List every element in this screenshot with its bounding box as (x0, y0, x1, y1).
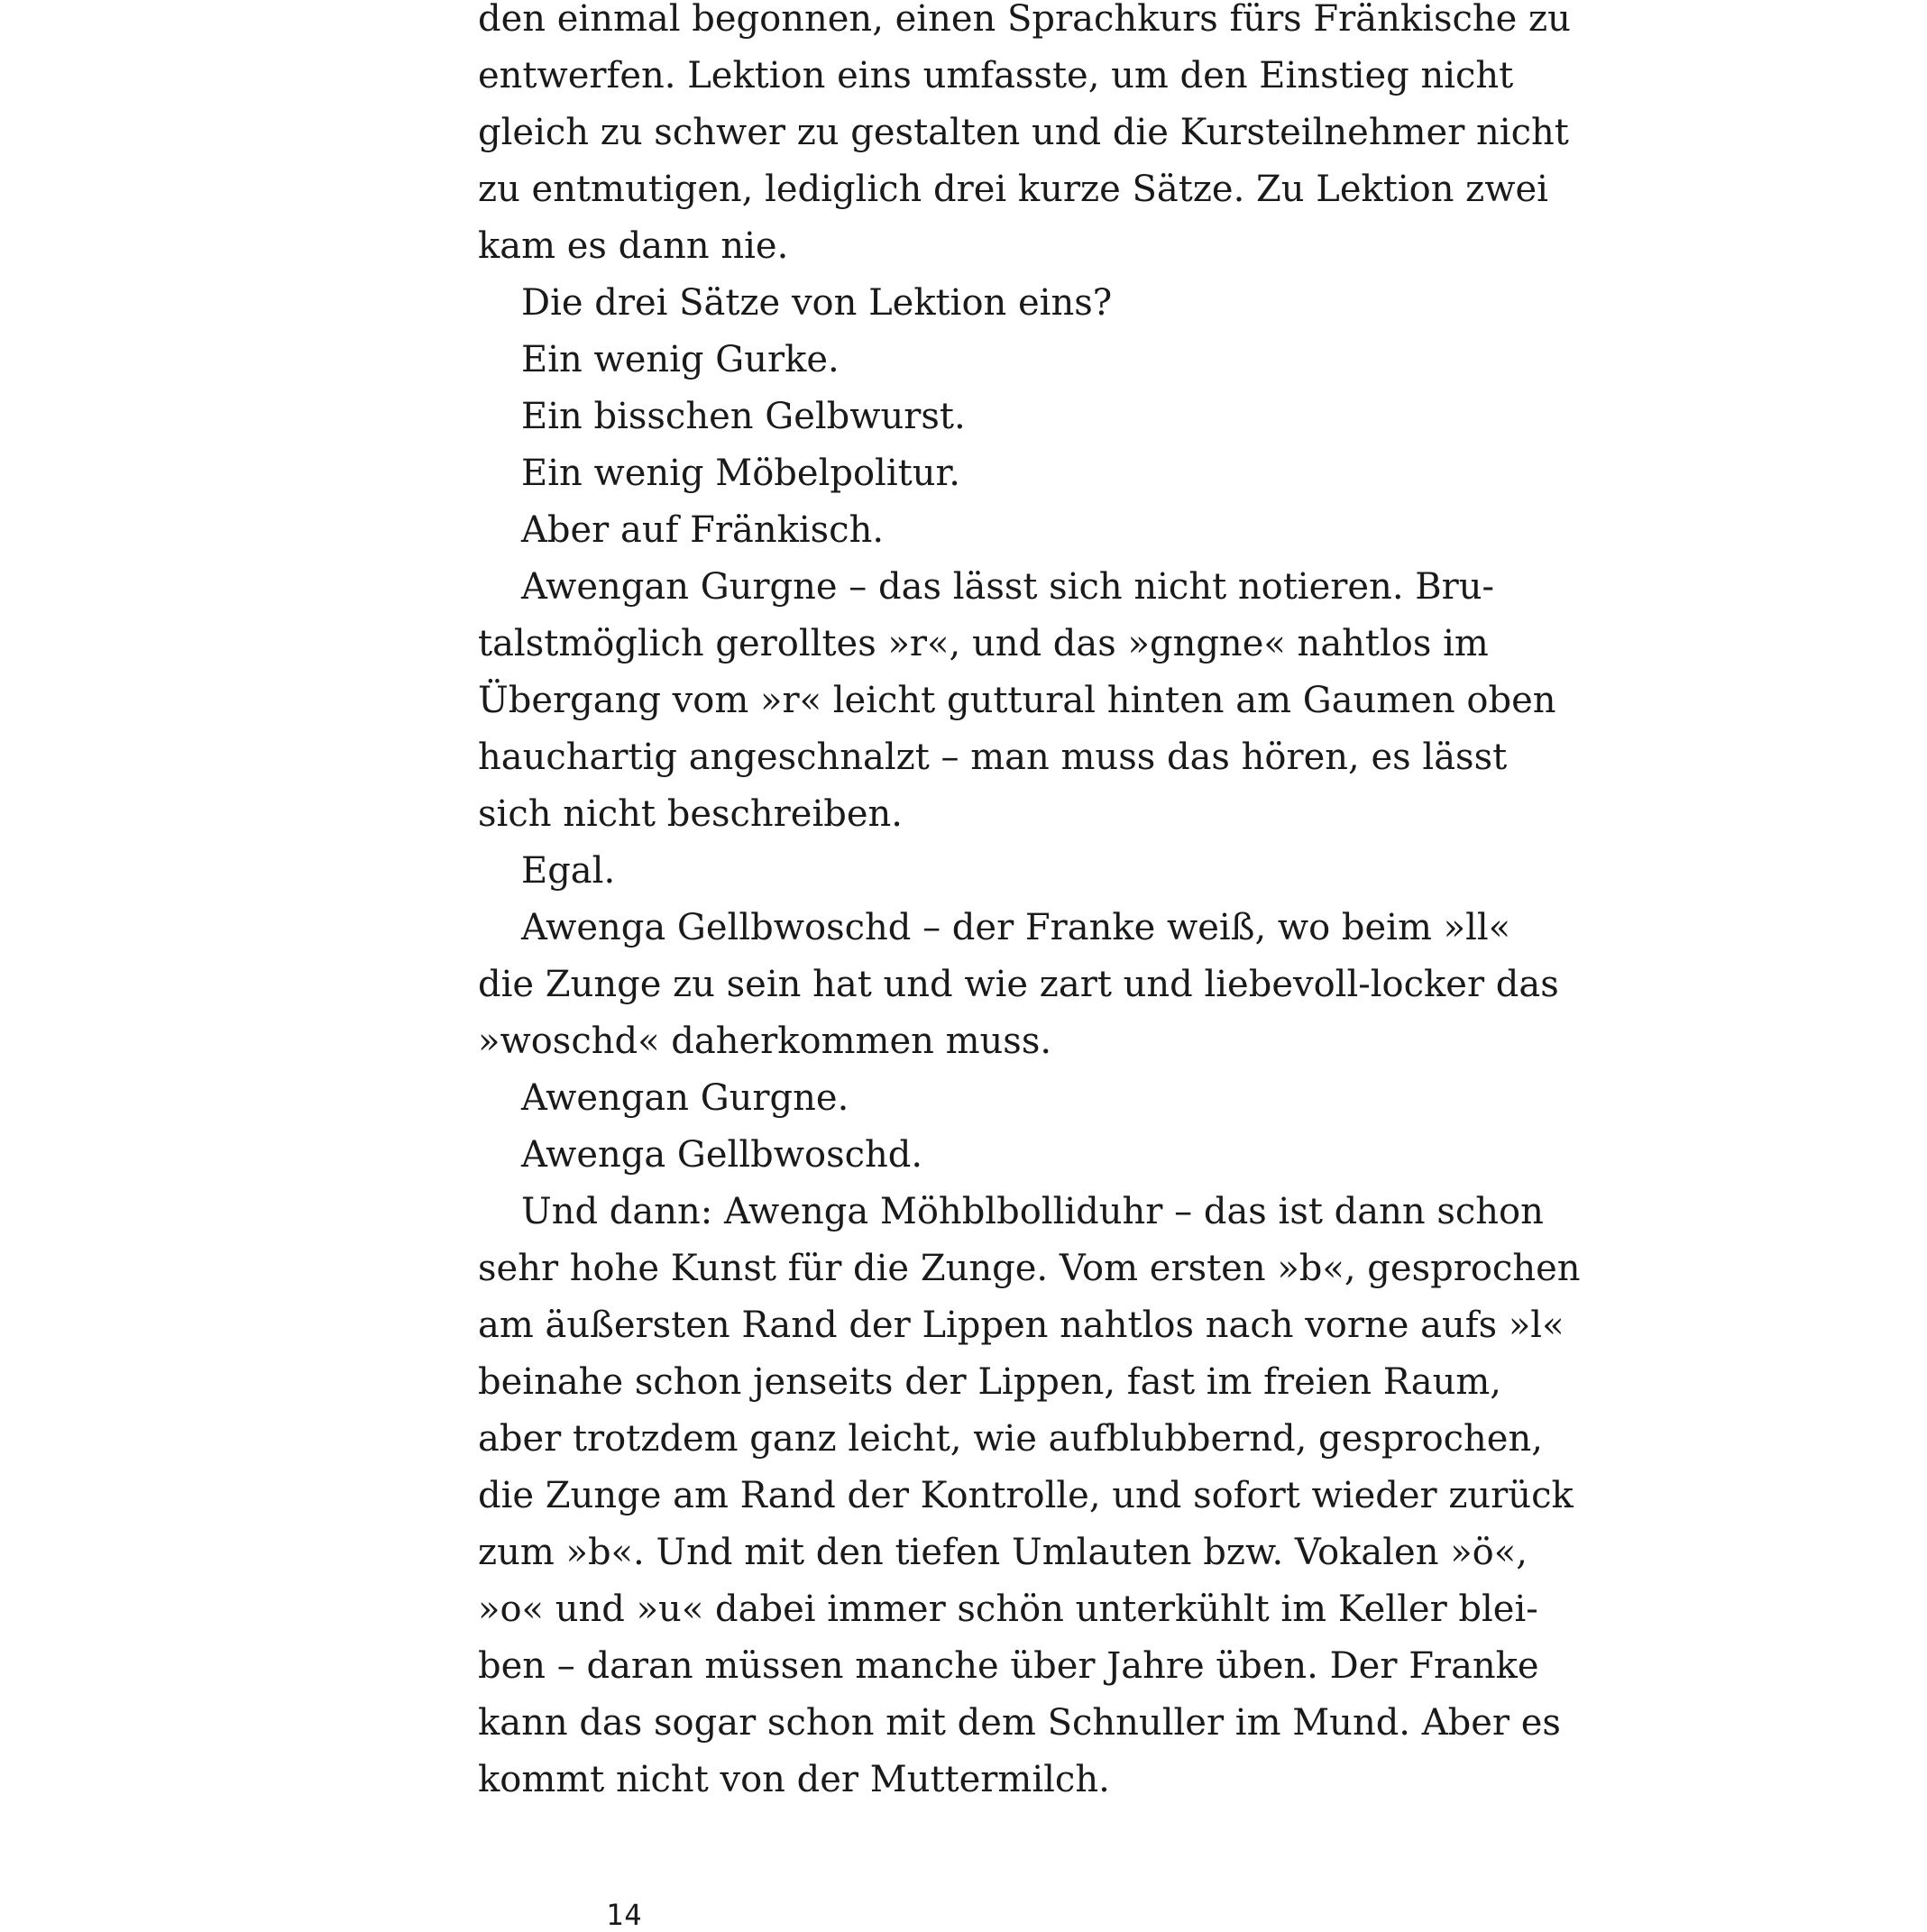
text-line: gleich zu schwer zu gestalten und die Kursteilnehmer nicht (478, 112, 1569, 153)
text-line: talstmöglich gerolltes »r«, und das »gngne« nahtlos im (478, 623, 1489, 664)
text-line: »woschd« daherkommen muss. (478, 1021, 1052, 1062)
text-line: Ein wenig Möbelpolitur. (521, 453, 960, 494)
text-line: kann das sogar schon mit dem Schnuller im Mund. Aber es (478, 1702, 1561, 1744)
text-line: entwerfen. Lektion eins umfasste, um den Einstieg nicht (478, 55, 1514, 96)
page-number: 14 (606, 1898, 643, 1932)
text-line: zu entmutigen, lediglich drei kurze Sätze. Zu Lektion zwei (478, 169, 1548, 210)
body-text (478, 0, 1581, 1808)
text-line: die Zunge zu sein hat und wie zart und liebevoll-locker das (478, 964, 1559, 1005)
text-line: Aber auf Fränkisch. (521, 509, 885, 551)
text-line: Ein wenig Gurke. (521, 339, 840, 380)
text-line: am äußersten Rand der Lippen nahtlos nach vorne aufs »l« (478, 1305, 1565, 1346)
text-line: Egal. (521, 850, 616, 892)
text-line: den einmal begonnen, einen Sprachkurs fürs Fränkische zu (478, 0, 1571, 40)
text-line: ben – daran müssen manche über Jahre üben. Der Franke (478, 1645, 1539, 1687)
text-line: aber trotzdem ganz leicht, wie aufblubbernd, gesprochen, (478, 1418, 1543, 1460)
text-line: sehr hohe Kunst für die Zunge. Vom ersten »b«, gesprochen (478, 1248, 1581, 1289)
text-line: beinahe schon jenseits der Lippen, fast im freien Raum, (478, 1361, 1501, 1403)
text-line: Awengan Gurgne. (521, 1077, 849, 1119)
text-line: »o« und »u« dabei immer schön unterkühlt im Keller blei- (478, 1589, 1538, 1630)
text-line: die Zunge am Rand der Kontrolle, und sofort wieder zurück (478, 1475, 1574, 1516)
text-line: Und dann: Awenga Möhblbolliduhr – das ist dann schon (521, 1191, 1544, 1232)
text-line: Ein bisschen Gelbwurst. (521, 396, 966, 437)
text-line: zum »b«. Und mit den tiefen Umlauten bzw. Vokalen »ö«, (478, 1532, 1528, 1573)
text-line: kommt nicht von der Muttermilch. (478, 1759, 1110, 1800)
text-line: kam es dann nie. (478, 225, 789, 267)
text-line: Awenga Gellbwoschd. (521, 1134, 923, 1176)
text-line: Awenga Gellbwoschd – der Franke weiß, wo beim »ll« (521, 907, 1511, 948)
text-line: Awengan Gurgne – das lässt sich nicht notieren. Bru- (521, 566, 1495, 608)
text-line: sich nicht beschreiben. (478, 793, 904, 835)
text-line: Die drei Sätze von Lektion eins? (521, 282, 1113, 324)
text-line: hauchartig angeschnalzt – man muss das hören, es lässt (478, 737, 1508, 778)
text-line: Übergang vom »r« leicht guttural hinten am Gaumen oben (478, 680, 1556, 721)
